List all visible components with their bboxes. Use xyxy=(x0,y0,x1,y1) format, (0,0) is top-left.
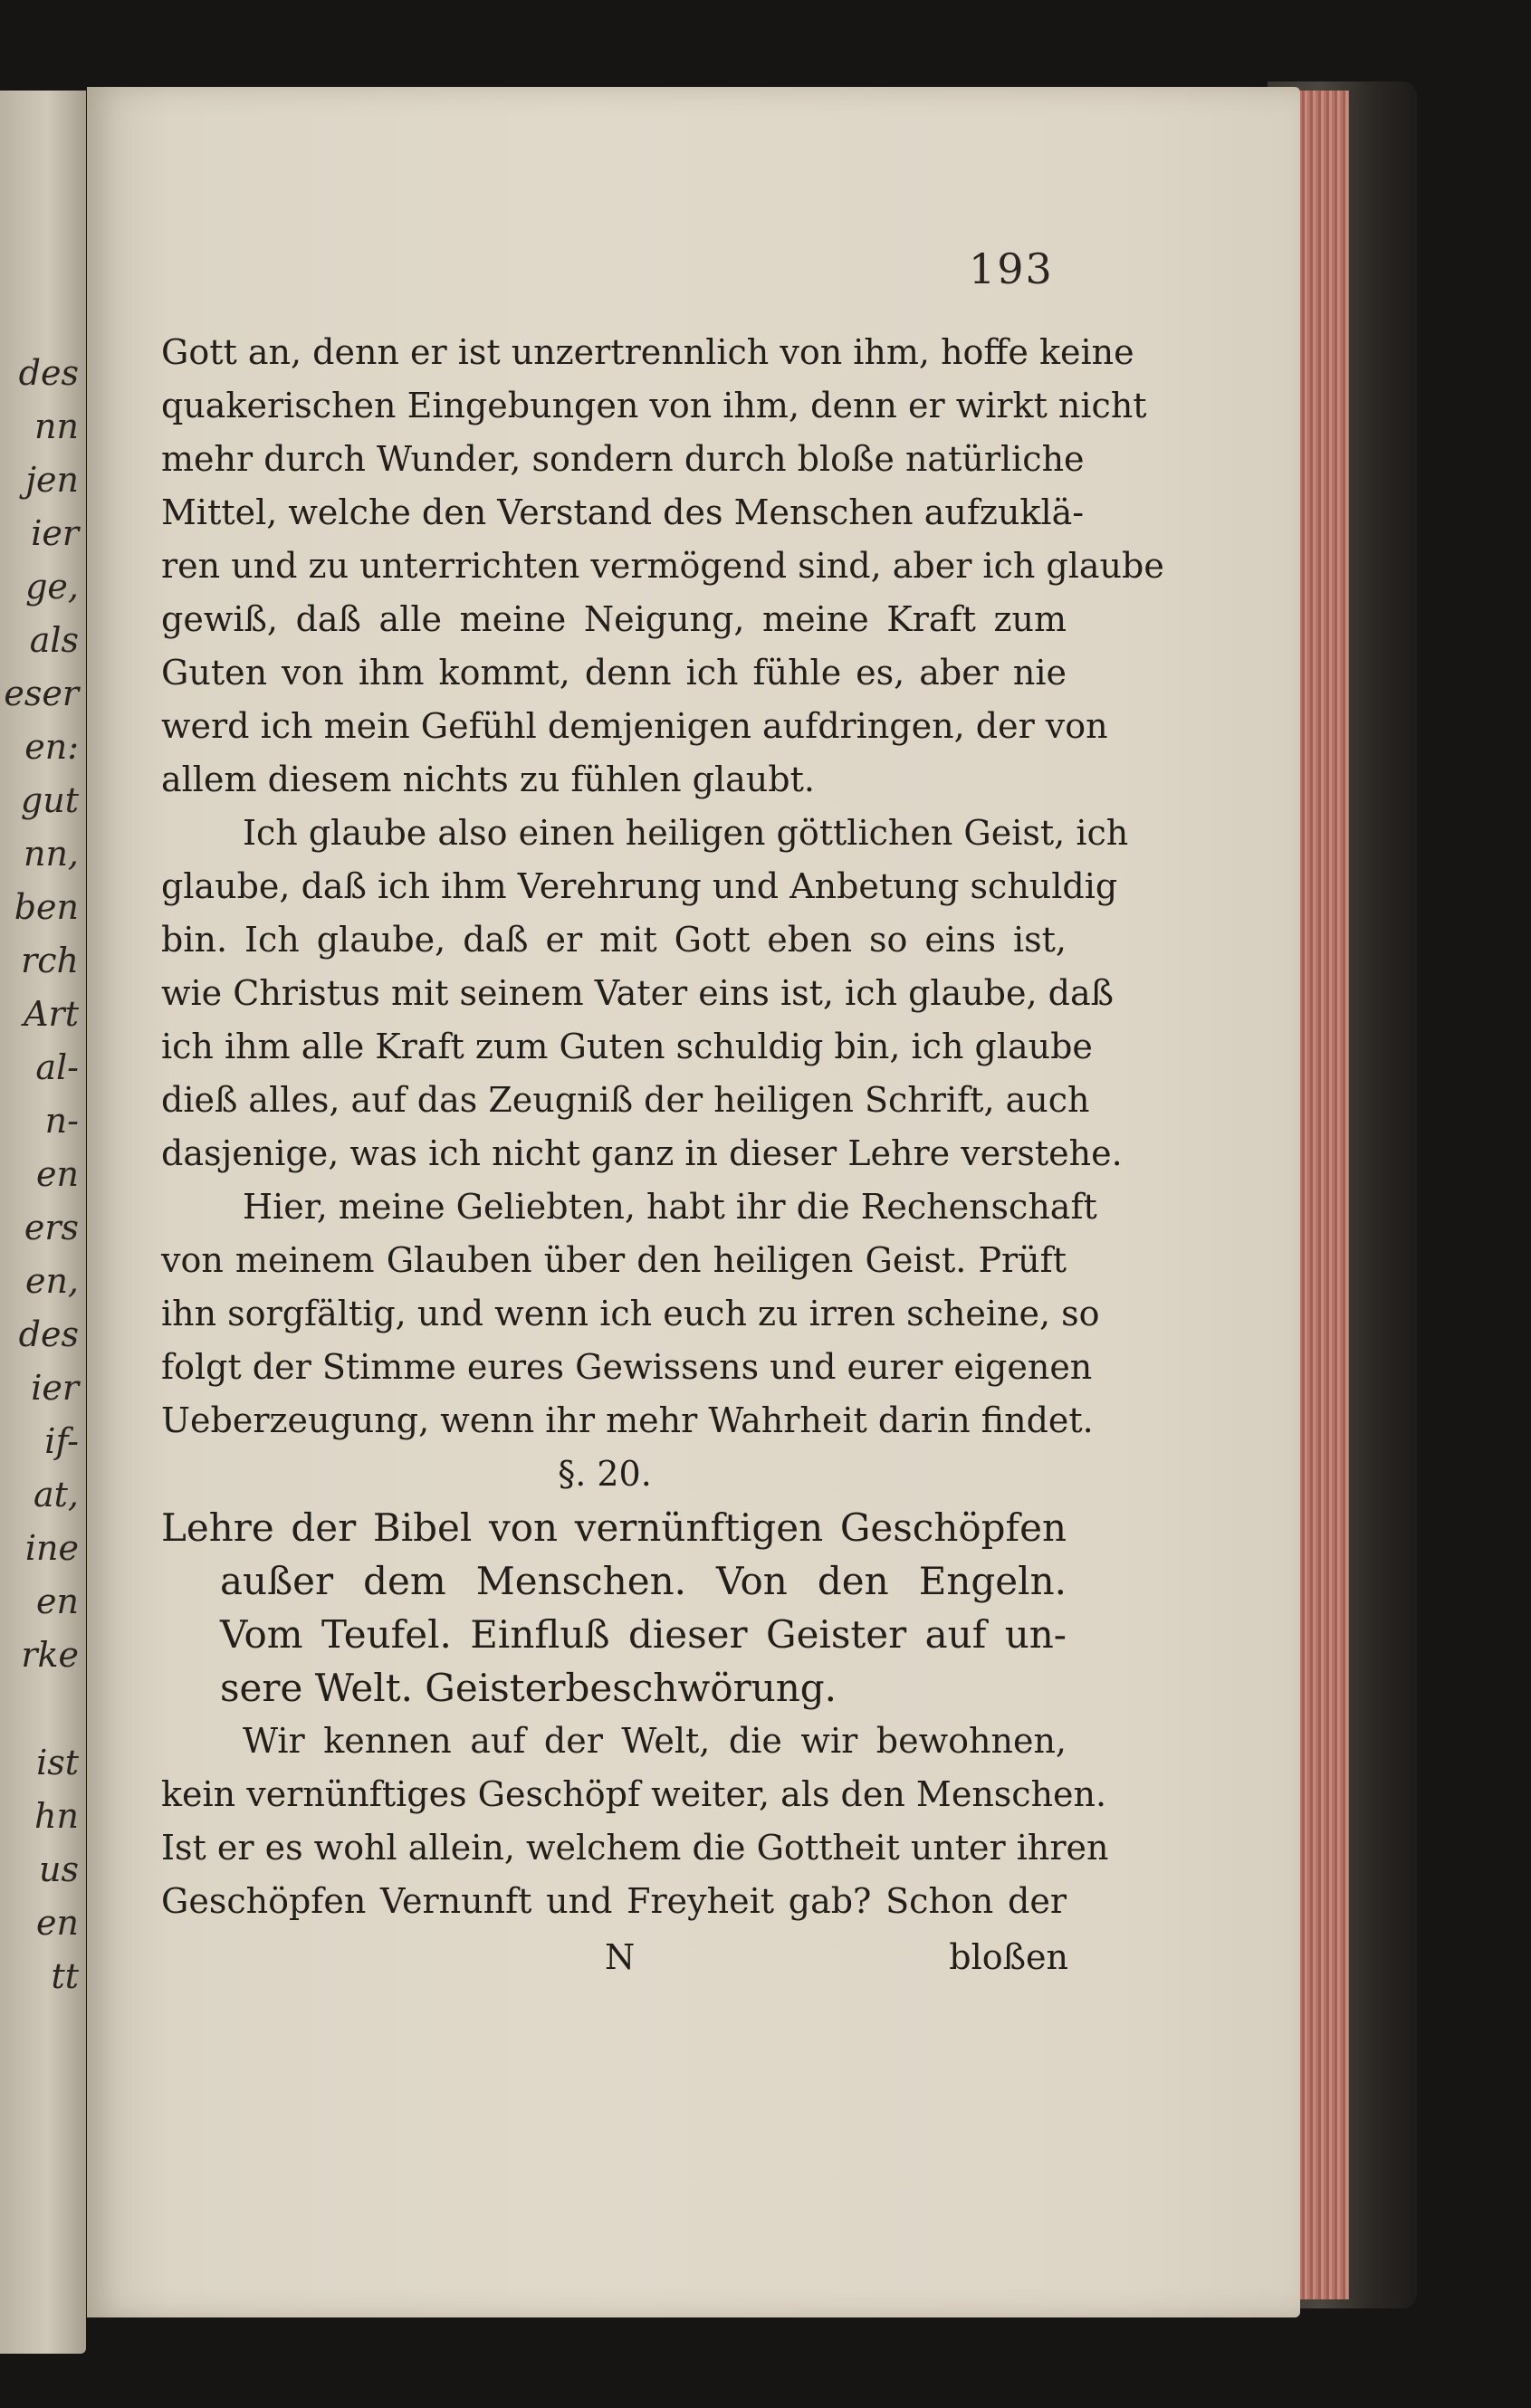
text-line: glaube, daß ich ihm Verehrung und Anbetung schuldig xyxy=(161,866,1118,906)
text-line: bin. Ich glaube, daß er mit Gott eben so eins ist, xyxy=(161,920,1067,960)
text-block xyxy=(161,326,1164,1928)
text-line: quakerischen Eingebungen von ihm, denn er wirkt nicht xyxy=(161,386,1147,425)
section-heading-line: außer dem Menschen. Von den Engeln. xyxy=(220,1559,1067,1603)
signature-mark: N xyxy=(605,1937,636,1977)
left-page-fragment: hn xyxy=(34,1796,79,1836)
text-line: Ich glaube also einen heiligen göttlichen Geist, ich xyxy=(243,813,1129,853)
left-page-fragment: al- xyxy=(35,1047,79,1087)
left-page-fragment: ier xyxy=(31,513,79,553)
left-page-fragment: nn xyxy=(34,406,79,446)
left-page-fragment: nn, xyxy=(23,834,79,874)
left-page-fragment: ers xyxy=(24,1208,79,1247)
section-heading-line: sere Welt. Geisterbeschwörung. xyxy=(220,1666,837,1710)
section-heading-line: Lehre der Bibel von vernünftigen Geschöpfen xyxy=(161,1505,1067,1550)
catchword: bloßen xyxy=(949,1937,1068,1977)
text-line: Hier, meine Geliebten, habt ihr die Rechenschaft xyxy=(243,1187,1097,1227)
left-page-fragment: rke xyxy=(21,1635,79,1675)
left-page-fragment: des xyxy=(18,1314,79,1354)
section-number: §. 20. xyxy=(558,1454,652,1494)
left-page-fragment: n- xyxy=(44,1101,79,1141)
left-page-fragment: als xyxy=(29,620,79,660)
text-line: folgt der Stimme eures Gewissens und eurer eigenen xyxy=(161,1347,1093,1387)
text-line: mehr durch Wunder, sondern durch bloße natürliche xyxy=(161,439,1085,479)
section-heading-line: Vom Teufel. Einfluß dieser Geister auf un- xyxy=(220,1612,1067,1657)
text-line: Ueberzeugung, wenn ihr mehr Wahrheit darin findet. xyxy=(161,1400,1094,1440)
left-page-fragment: en xyxy=(36,1581,79,1621)
text-line: allem diesem nichts zu fühlen glaubt. xyxy=(161,760,815,799)
left-page-fragment: Art xyxy=(24,994,79,1034)
text-line: gewiß, daß alle meine Neigung, meine Kraft zum xyxy=(161,599,1067,639)
text-line: ich ihm alle Kraft zum Guten schuldig bin, ich glaube xyxy=(161,1027,1093,1066)
text-line: Wir kennen auf der Welt, die wir bewohnen, xyxy=(243,1721,1067,1761)
left-page-fragment: ge, xyxy=(25,567,79,607)
left-page-fragment: gut xyxy=(20,780,79,820)
left-page-fragment: tt xyxy=(51,1956,79,1996)
text-line: dasjenige, was ich nicht ganz in dieser Lehre verstehe. xyxy=(161,1133,1123,1173)
left-page-fragment: en: xyxy=(24,727,79,767)
text-line: wie Christus mit seinem Vater eins ist, ich glaube, daß xyxy=(161,973,1115,1013)
left-page-fragment: at, xyxy=(33,1475,79,1515)
left-page xyxy=(0,91,86,2354)
text-line: Ist er es wohl allein, welchem die Gottheit unter ihren xyxy=(161,1828,1109,1868)
text-line: ren und zu unterrichten vermögend sind, aber ich glaube xyxy=(161,546,1164,586)
text-line: von meinem Glauben über den heiligen Geist. Prüft xyxy=(161,1240,1067,1280)
left-page-fragment: en, xyxy=(24,1261,79,1301)
page-footer xyxy=(161,1937,1067,1992)
left-page-fragment: rch xyxy=(21,941,79,980)
left-page-fragment: ben xyxy=(14,887,79,927)
left-page-fragment: if- xyxy=(44,1421,79,1461)
left-page-fragment: us xyxy=(39,1849,79,1889)
text-line: Geschöpfen Vernunft und Freyheit gab? Schon der xyxy=(161,1881,1067,1921)
left-page-fragment: jen xyxy=(25,460,79,500)
left-page-fragment: des xyxy=(18,353,79,393)
text-line: Gott an, denn er ist unzertrennlich von ihm, hoffe keine xyxy=(161,332,1134,372)
left-page-fragment: en xyxy=(36,1903,79,1943)
text-line: dieß alles, auf das Zeugniß der heiligen Schrift, auch xyxy=(161,1080,1090,1120)
text-line: werd ich mein Gefühl demjenigen aufdringen, der von xyxy=(161,706,1108,746)
left-page-fragment: ist xyxy=(36,1743,79,1782)
left-page-fragment: ier xyxy=(31,1368,79,1408)
left-page-fragment: ine xyxy=(24,1528,79,1568)
text-line: kein vernünftiges Geschöpf weiter, als den Menschen. xyxy=(161,1774,1107,1814)
text-line: Guten von ihm kommt, denn ich fühle es, aber nie xyxy=(161,653,1067,693)
page-number: 193 xyxy=(969,244,1054,293)
text-line: Mittel, welche den Verstand des Menschen aufzuklä- xyxy=(161,492,1085,532)
text-line: ihn sorgfältig, und wenn ich euch zu irren scheine, so xyxy=(161,1294,1100,1333)
left-page-fragment: eser xyxy=(4,674,79,713)
left-page-fragment: en xyxy=(36,1154,79,1194)
